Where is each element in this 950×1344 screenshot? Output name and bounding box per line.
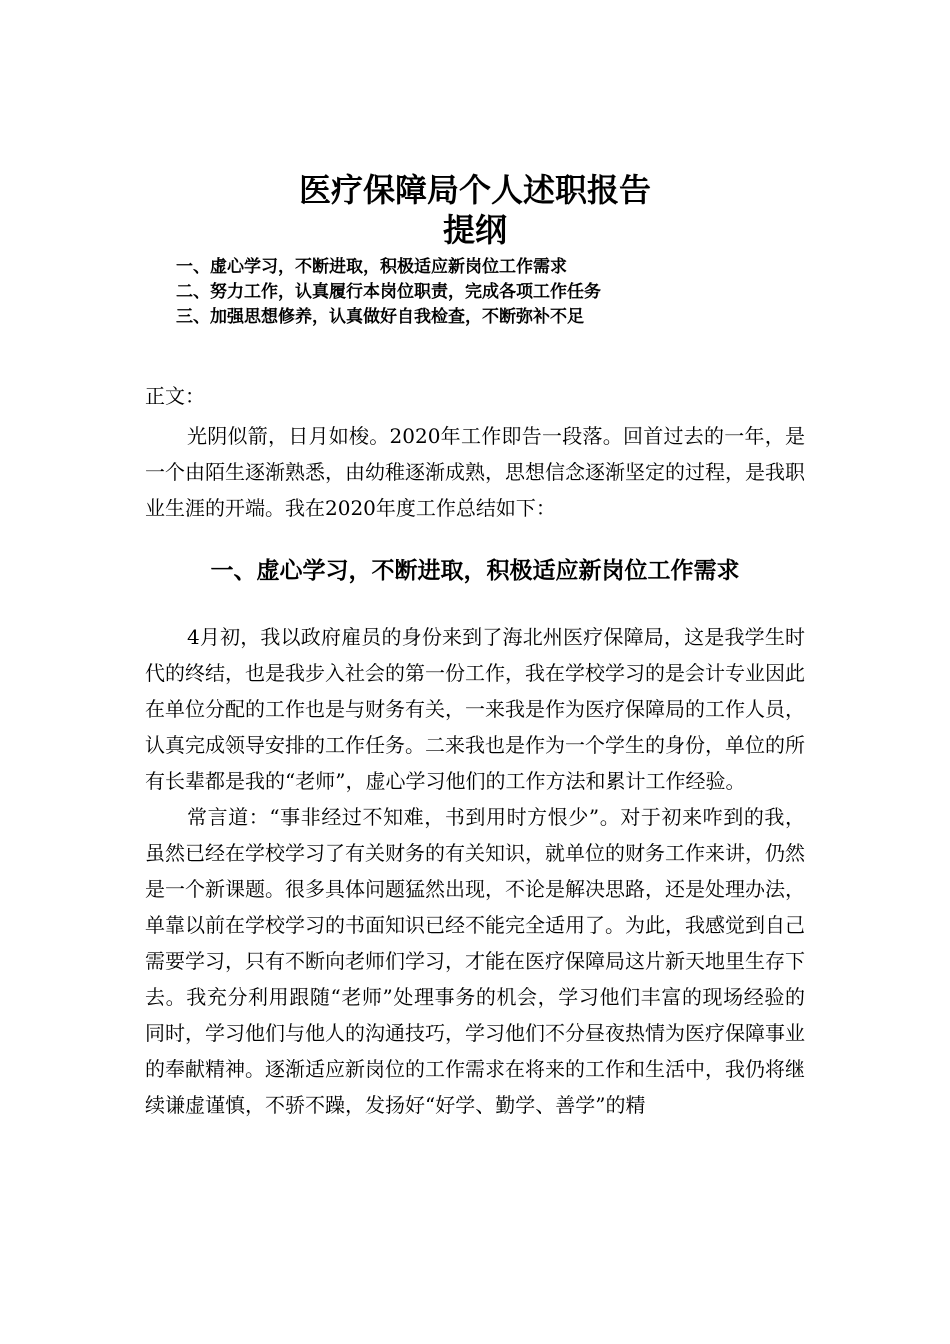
body-label: 正文： [145, 384, 205, 408]
intro-section [145, 418, 805, 526]
outline-item: 二、努力工作，认真履行本岗位职责，完成各项工作任务 [176, 282, 601, 302]
intro-paragraph: 光阴似箭，日月如梭。2020年工作即告一段落。回首过去的一年，是一个由陌生逐渐熟悉，由幼稚逐渐成熟，思想信念逐渐坚定的过程，是我职业生涯的开端。我在2020年度工作总结如下： [145, 424, 805, 520]
section-body [145, 619, 805, 1123]
outline-title: 提纲 [442, 211, 507, 249]
outline-list [176, 255, 816, 330]
outline-item: 一、虚心学习，不断进取，积极适应新岗位工作需求 [176, 257, 567, 277]
body-paragraph: 4月初，我以政府雇员的身份来到了海北州医疗保障局，这是我学生时代的终结，也是我步入社会的第一份工作，我在学校学习的是会计专业因此在单位分配的工作也是与财务有关，一来我是作为医疗保障局的工作人员，认真完成领导安排的工作任务。二来我也是作为一个学生的身份，单位的所有长辈都是我的“老师”，虚心学习他们的工作方法和累计工作经验。 [145, 625, 805, 793]
section-heading: 一、虚心学习，不断进取，积极适应新岗位工作需求 [210, 558, 740, 584]
outline-item: 三、加强思想修养，认真做好自我检查，不断弥补不足 [176, 307, 584, 327]
body-paragraph: 常言道：“事非经过不知难，书到用时方恨少”。对于初来咋到的我，虽然已经在学校学习了有关财务的有关知识，就单位的财务工作来讲，仍然是一个新课题。很多具体问题猛然出现，不论是解决思路，还是处理办法，单靠以前在学校学习的书面知识已经不能完全适用了。为此，我感觉到自己需要学习，只有不断向老师们学习，才能在医疗保障局这片新天地里生存下去。我充分利用跟随“老师”处理事务的机会，学习他们丰富的现场经验的同时，学习他们与他人的沟通技巧，学习他们不分昼夜热情为医疗保障事业的奉献精神。逐渐适应新岗位的工作需求在将来的工作和生活中，我仍将继续谦虚谨慎，不骄不躁，发扬好“好学、勤学、善学”的精 [145, 805, 805, 1117]
document-title: 医疗保障局个人述职报告 [298, 171, 651, 209]
